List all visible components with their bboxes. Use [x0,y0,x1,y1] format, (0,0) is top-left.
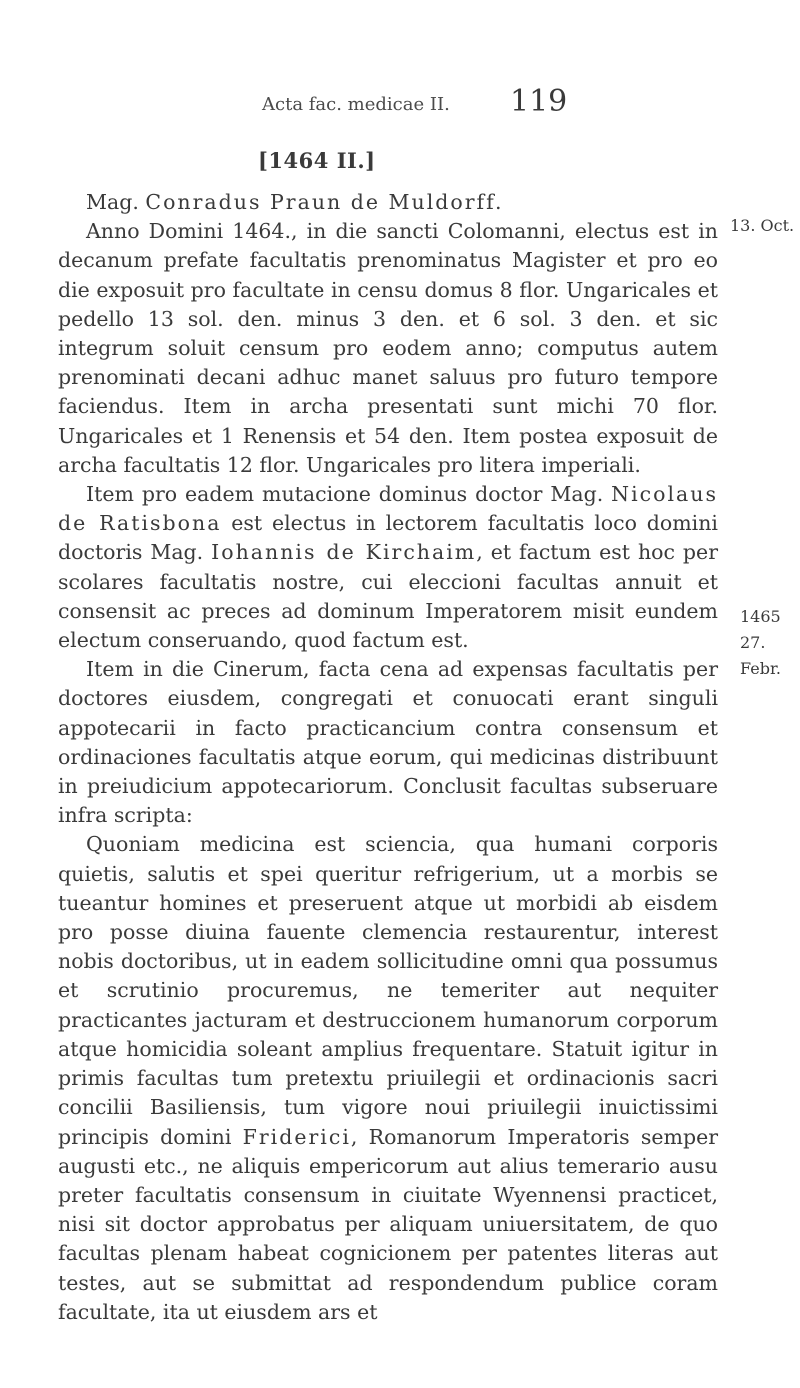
paragraph-lector-c: , et factum est hoc per scolares facultatis nostre, cui eleccioni facultas annuit et consensit ac preces ad dominum Imperatorem misit eundem electum conseruando, quod factum est. [58,540,718,653]
title-name: Conradus Praun de Muldorff. [145,190,504,214]
section-heading: [1464 II.] [258,148,376,173]
paragraph-cinerum: Item in die Cinerum, facta cena ad expensas facultatis per doctores eiusdem, congregati et conuocati erant singuli appotecarii in facto practicancium contra consensum et ordinaciones facultatis atque eorum, qui medicinas distribuunt in preiudicium appotecariorum. Conclusit facultas subseruare infra scripta: [58,657,718,828]
paragraph-statute [58,830,718,1326]
margin-note-feb [740,604,800,682]
paragraph-statute-b: , Romanorum Imperatoris semper augusti etc., ne aliquis empericorum aut alius temerario ausu preter facultatis consensum in ciuitate Wyennensi practicet, nisi sit doctor approbatus per aliquam uniuersitatem, de quo facultas plenam habeat cognicionem per patentes literas aut testes, aut se submittat ad respondendum publice coram facultate, ita ut eiusdem ars et [58,1124,718,1324]
paragraph-election: Anno Domini 1464., in die sancti Colomanni, electus est in decanum prefate facultatis prenominatus Magister et pro eo die exposuit pro facultate in censu domus 8 flor. Ungaricales et pedello 13 sol. den. minus 3 den. et 6 sol. 3 den. et sic integrum soluit censum pro eodem anno; computus autem prenominati decani adhuc manet saluus pro futuro tempore faciendus. Item in archa presentati sunt michi 70 flor. Ungaricales et 1 Renensis et 54 den. Item postea exposuit de archa facultatis 12 flor. Ungaricales pro litera imperiali. [58,219,718,477]
page-number: 119 [510,84,568,119]
name-friderici: Friderici [242,1124,351,1149]
margin-note-year: 1465 [740,607,781,626]
title-prefix: Mag. [86,190,139,214]
margin-note-date: 27. Febr. [740,633,781,678]
name-nicolaus: Nicolaus de Ratisbona [58,482,718,536]
paragraph-lector-b: est electus in lectorem facultatis loco domini doctoris Mag. [58,511,718,565]
paragraph-title [58,188,718,217]
running-head: Acta fac. medicae II. [262,94,450,115]
paragraph-lector [58,480,718,655]
margin-note-oct: 13. Oct. [730,216,795,235]
name-iohannis: Iohannis de Kirchaim [211,540,477,565]
paragraph-lector-a: Item pro eadem mutacione dominus doctor Mag. [86,482,604,507]
body-text [58,188,718,1327]
paragraph-statute-a: Quoniam medicina est sciencia, qua humani corporis quietis, salutis et spei queritur refrigerium, ut a morbis se tueantur homines et preseruent atque ut morbidi ab eisdem pro posse diuina fauente clemencia restaurentur, interest nobis doctoribus, ut in eadem sollicitudine omni qua possumus et scrutinio procuremus, ne temeriter aut nequiter practicantes jacturam et destruccionem humanorum corporum atque homicidia soleant amplius frequentare. Statuit igitur in primis facultas tum pretextu priuilegii et ordinacionis sacri concilii Basiliensis, tum vigore noui priuilegii inuictissimi principis domini [58,832,718,1149]
